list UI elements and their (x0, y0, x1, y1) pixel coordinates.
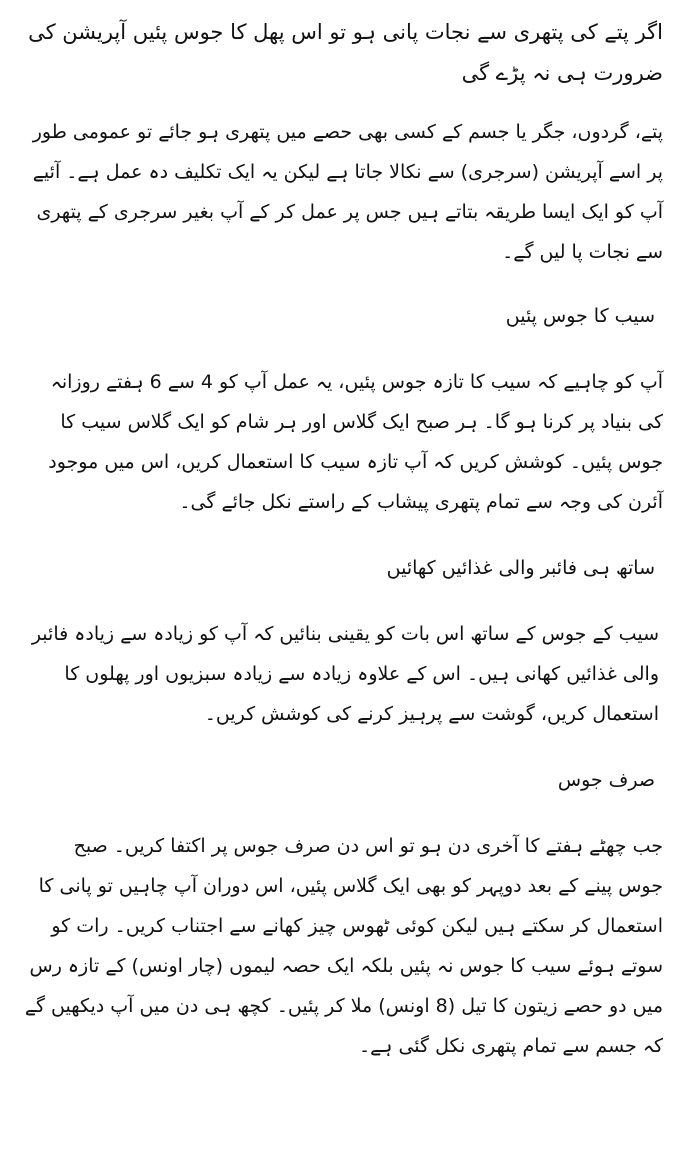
intro-paragraph: پتے، گردوں، جگر یا جسم کے کسی بھی حصے میں پتھری ہو جائے تو عمومی طور پر اسے آپریشن (سرجری) سے نکالا جاتا ہے لیکن یہ ایک تکلیف دہ عمل ہے۔ آئیے آپ کو ایک ایسا طریقہ بتاتے ہیں جس پر عمل کر کے آپ بغیر سرجری کے پتھری سے نجات پا لیں گے۔ (32, 121, 663, 263)
section-heading-only-juice: صرف جوس (557, 769, 655, 791)
section-body-only-juice: جب چھٹے ہفتے کا آخری دن ہو تو اس دن صرف جوس پر اکتفا کریں۔ صبح جوس پینے کے بعد دوپہر کو بھی ایک گلاس پئیں، اس دوران آپ چاہیں تو پانی کا استعمال کر سکتے ہیں لیکن کوئی ٹھوس چیز کھانے سے اجتناب کریں۔ رات کو سوتے ہوئے سیب کا جوس نہ پئیں بلکہ ایک حصہ لیموں (چار اونس) کے تازہ رس میں دو حصے زیتون کا تیل (8 اونس) ملا کر پئیں۔ کچھ ہی دن میں آپ دیکھیں گے کہ جسم سے تمام پتھری نکل گئی ہے۔ (24, 835, 663, 1057)
article (24, 12, 663, 1066)
section-heading-fiber-foods: ساتھ ہی فائبر والی غذائیں کھائیں (386, 557, 655, 579)
section-heading-apple-juice: سیب کا جوس پئیں (505, 305, 655, 327)
section-body-apple-juice: آپ کو چاہیے کہ سیب کا تازہ جوس پئیں، یہ عمل آپ کو 4 سے 6 ہفتے روزانہ کی بنیاد پر کرنا ہو گا۔ ہر صبح ایک گلاس اور ہر شام کو ایک گلاس سیب کا جوس پئیں۔ کوشش کریں کہ آپ تازہ سیب کا استعمال کریں، اس میں موجود آئرن کی وجہ سے تمام پتھری پیشاب کے راستے نکل جائے گی۔ (48, 371, 663, 513)
section-body-fiber-foods: سیب کے جوس کے ساتھ اس بات کو یقینی بنائیں کہ آپ کو زیادہ سے زیادہ فائبر والی غذائیں کھانی ہیں۔ اس کے علاوہ زیادہ سے زیادہ سبزیوں اور پھلوں کا استعمال کریں، گوشت سے پرہیز کرنے کی کوشش کریں۔ (31, 623, 659, 725)
article-title: اگر پتے کی پتھری سے نجات پانی ہو تو اس پھل کا جوس پئیں آپریشن کی ضرورت ہی نہ پڑے گی (28, 20, 663, 85)
